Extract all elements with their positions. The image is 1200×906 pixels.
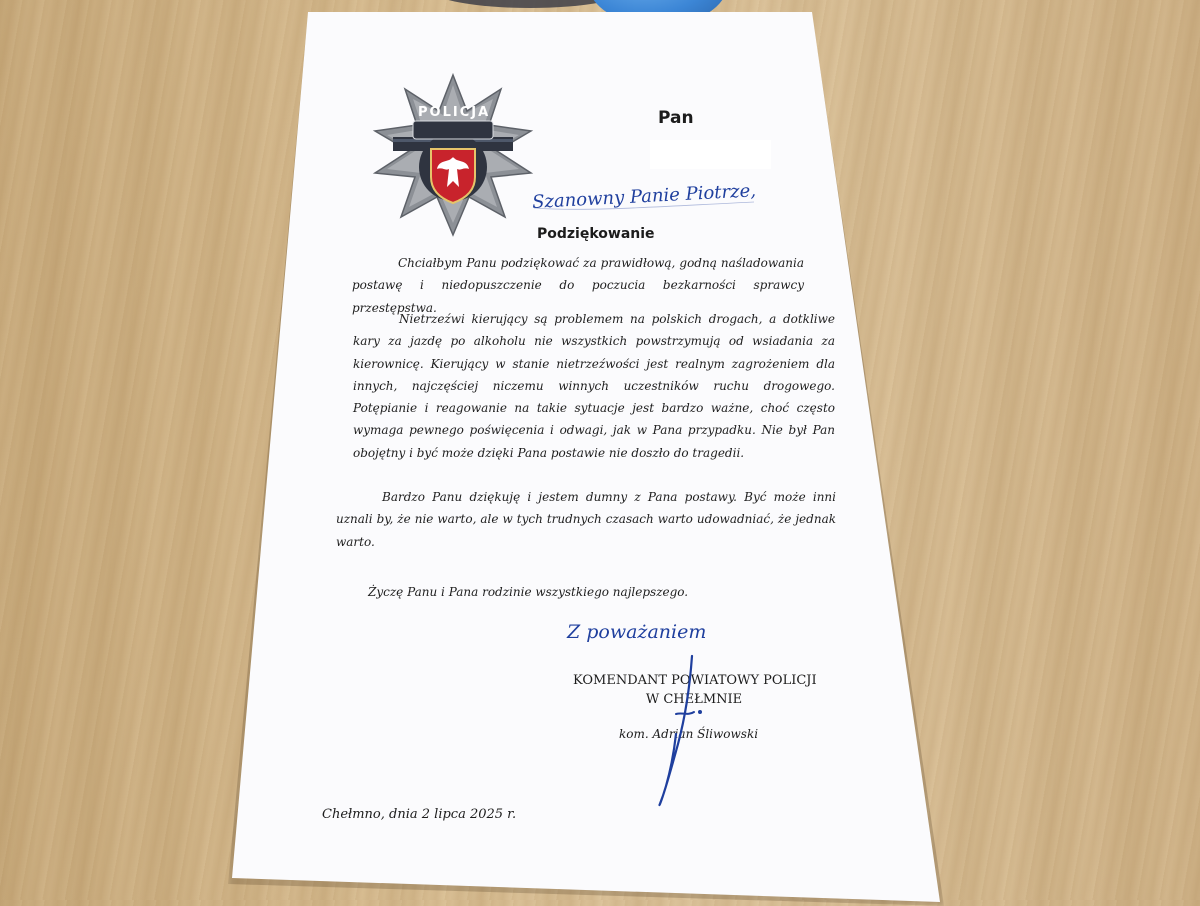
addressee-prefix: Pan xyxy=(658,108,694,128)
emblem-label: POLICJA xyxy=(418,105,491,120)
handwritten-closing xyxy=(565,610,775,650)
paragraph-2: Nietrzeźwi kierujący są problemem na polskich drogach, a dotkliwe kary za jazdę po alkoholu nie wszystkich powstrzymują od wsiadania za kierownicę. Kierujący w stanie nietrzeźwości jest realnym zagrożeniem dla innych, najczęściej niczemu winnych uczestników ruchu drogowego. Potępianie i reagowanie na takie sytuacje jest bardzo ważne, choć często wymaga pewnego poświęcenia i odwagi, jak w Pana przypadku. Nie był Pan obojętny i być może dzięki Pana postawie nie doszło do tragedii. xyxy=(353,312,835,460)
signatory-title-line2: W CHEŁMNIE xyxy=(645,692,743,707)
handwritten-salutation xyxy=(528,172,764,220)
letter-heading: Podziękowanie xyxy=(537,226,655,242)
paragraph-4: Życzę Panu i Pana rodzinie wszystkiego najlepszego. xyxy=(368,585,689,599)
paragraph-3: Bardzo Panu dziękuję i jestem dumny z Pana postawy. Być może inni uznali by, że nie warto, ale w tych trudnych czasach warto udowadniać, że jednak warto. xyxy=(336,490,836,549)
signatory-title-line1: KOMENDANT POWIATOWY POLICJI xyxy=(573,673,817,688)
closing-text: Z poważaniem xyxy=(567,621,707,643)
place-date-line: Chełmno, dnia 2 lipca 2025 r. xyxy=(322,807,517,822)
signatory-name: kom. Adrian Śliwowski xyxy=(619,727,759,741)
redacted-name xyxy=(650,140,771,169)
handwritten-signature xyxy=(648,654,708,810)
police-star-icon xyxy=(370,72,536,238)
salutation-text: Szanowny Panie Piotrze, xyxy=(531,180,757,213)
paragraph-1: Chciałbym Panu podziękować za prawidłową, godną naśladowania postawę i niedopuszczenie do poczucia bezkarności sprawcy przestępstwa. xyxy=(352,256,804,315)
